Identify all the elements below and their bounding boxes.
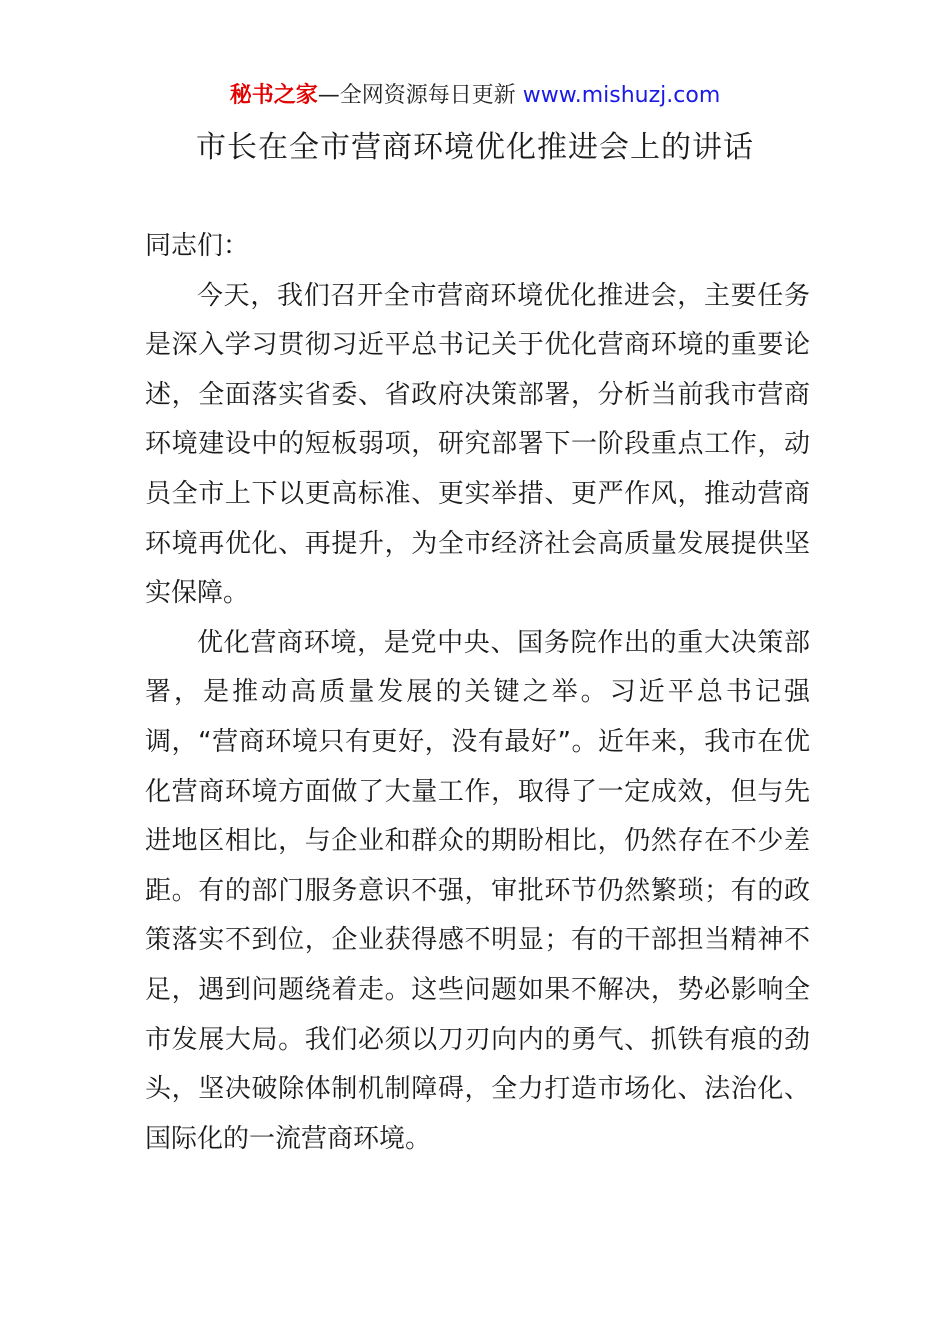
header-tagline: —全网资源每日更新 [317,83,523,108]
salutation: 同志们： [145,231,250,261]
brand-name: 秘书之家 [229,83,318,108]
site-header [0,80,950,112]
document-title: 市长在全市营商环境优化推进会上的讲话 [196,130,754,165]
document-body [145,222,810,1164]
paragraph-2: 优化营商环境，是党中央、国务院作出的重大决策部署，是推动高质量发展的关键之举。习近平总书记强调，“营商环境只有更好，没有最好”。近年来，我市在优化营商环境方面做了大量工作，取得了一定成效，但与先进地区相比，与企业和群众的期盼相比，仍然存在不少差距。有的部门服务意识不强，审批环节仍然繁琐；有的政策落实不到位，企业获得感不明显；有的干部担当精神不足，遇到问题绕着走。这些问题如果不解决，势必影响全市发展大局。我们必须以刀刃向内的勇气、抓铁有痕的劲头，坚决破除体制机制障碍，全力打造市场化、法治化、国际化的一流营商环境。 [145,627,810,1154]
paragraph-1: 今天，我们召开全市营商环境优化推进会，主要任务是深入学习贯彻习近平总书记关于优化营商环境的重要论述，全面落实省委、省政府决策部署，分析当前我市营商环境建设中的短板弱项，研究部署下一阶段重点工作，动员全市上下以更高标准、更实举措、更严作风，推动营商环境再优化、再提升，为全市经济社会高质量发展提供坚实保障。 [145,280,810,609]
site-url-link[interactable]: www.mishuzj.com [522,83,721,108]
